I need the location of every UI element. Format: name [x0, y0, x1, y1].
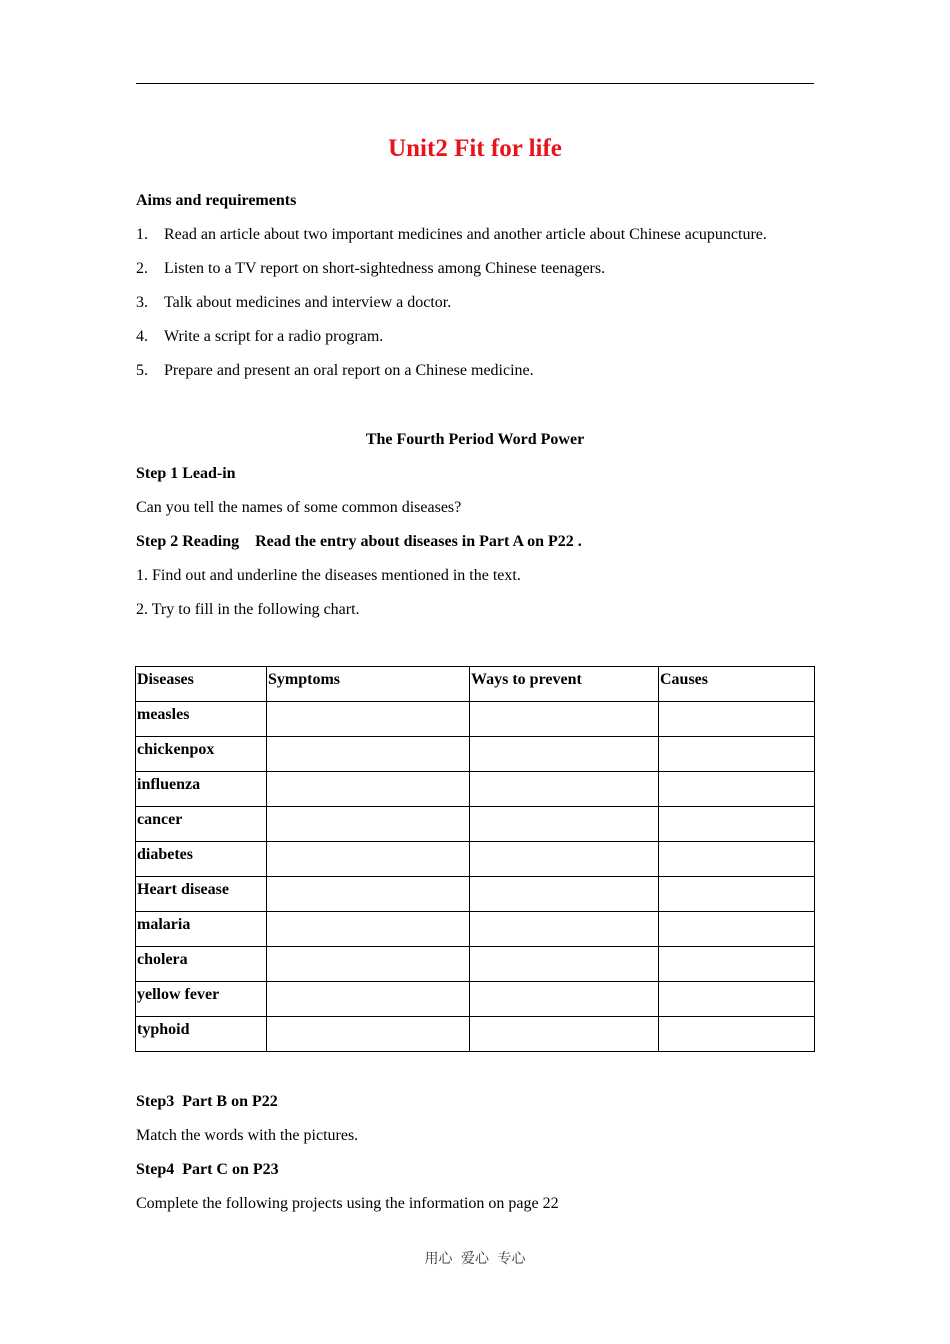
disease-cell: measles	[136, 702, 267, 737]
period-title: The Fourth Period Word Power	[365, 431, 585, 448]
step4-text: Complete the following projects using the information on page 22	[136, 1195, 559, 1212]
table-row	[136, 912, 815, 947]
aim-text: Talk about medicines and interview a doctor.	[164, 294, 452, 311]
prevention-cell	[470, 737, 659, 772]
step1-heading: Step 1 Lead-in	[136, 465, 236, 482]
disease-cell: typhoid	[136, 1017, 267, 1052]
causes-cell	[659, 947, 815, 982]
disease-cell: cholera	[136, 947, 267, 982]
table-header-row	[136, 667, 815, 702]
step3-text: Match the words with the pictures.	[136, 1127, 359, 1144]
symptoms-cell	[267, 807, 470, 842]
aim-item-3	[136, 293, 451, 313]
causes-cell	[659, 982, 815, 1017]
prevention-cell	[470, 842, 659, 877]
page-footer: 用心 爱心 专心	[424, 1251, 526, 1267]
prevention-cell	[470, 772, 659, 807]
prevention-cell	[470, 982, 659, 1017]
disease-cell: diabetes	[136, 842, 267, 877]
causes-cell	[659, 772, 815, 807]
prevention-cell	[470, 912, 659, 947]
aim-number: 2.	[136, 260, 148, 277]
aim-number: 3.	[136, 294, 148, 311]
document-title: Unit2 Fit for life	[388, 135, 562, 162]
causes-cell	[659, 702, 815, 737]
table-row	[136, 982, 815, 1017]
column-header: Causes	[659, 667, 815, 702]
symptoms-cell	[267, 772, 470, 807]
aim-text: Read an article about two important medicines and another article about Chinese acupuncture.	[164, 226, 767, 243]
symptoms-cell	[267, 842, 470, 877]
column-header: Symptoms	[267, 667, 470, 702]
symptoms-cell	[267, 877, 470, 912]
aim-item-1	[136, 225, 767, 245]
table-row	[136, 807, 815, 842]
causes-cell	[659, 912, 815, 947]
table-row	[136, 842, 815, 877]
aim-item-5	[136, 361, 534, 381]
disease-cell: cancer	[136, 807, 267, 842]
header-rule	[136, 83, 814, 84]
aim-number: 4.	[136, 328, 148, 345]
aims-heading: Aims and requirements	[136, 192, 297, 209]
aim-text: Prepare and present an oral report on a Chinese medicine.	[164, 362, 534, 379]
disease-cell: malaria	[136, 912, 267, 947]
symptoms-cell	[267, 737, 470, 772]
step3-heading: Step3 Part B on P22	[136, 1093, 278, 1110]
causes-cell	[659, 737, 815, 772]
table-row	[136, 737, 815, 772]
disease-cell: Heart disease	[136, 877, 267, 912]
symptoms-cell	[267, 947, 470, 982]
causes-cell	[659, 807, 815, 842]
prevention-cell	[470, 1017, 659, 1052]
symptoms-cell	[267, 1017, 470, 1052]
disease-cell: yellow fever	[136, 982, 267, 1017]
prevention-cell	[470, 702, 659, 737]
symptoms-cell	[267, 702, 470, 737]
aim-text: Listen to a TV report on short-sightedness among Chinese teenagers.	[164, 260, 606, 277]
prevention-cell	[470, 877, 659, 912]
aim-number: 1.	[136, 226, 148, 243]
table-row	[136, 702, 815, 737]
disease-cell: influenza	[136, 772, 267, 807]
step1-text: Can you tell the names of some common diseases?	[136, 499, 462, 516]
prevention-cell	[470, 947, 659, 982]
prevention-cell	[470, 807, 659, 842]
table-row	[136, 1017, 815, 1052]
symptoms-cell	[267, 912, 470, 947]
step2-task-1: 1. Find out and underline the diseases mentioned in the text.	[136, 567, 521, 584]
column-header: Diseases	[136, 667, 267, 702]
step2-task-2: 2. Try to fill in the following chart.	[136, 601, 360, 618]
aim-item-4	[136, 327, 383, 347]
table-row	[136, 877, 815, 912]
causes-cell	[659, 842, 815, 877]
causes-cell	[659, 877, 815, 912]
causes-cell	[659, 1017, 815, 1052]
disease-cell: chickenpox	[136, 737, 267, 772]
symptoms-cell	[267, 982, 470, 1017]
step2-heading: Step 2 Reading Read the entry about diseases in Part A on P22 .	[136, 533, 582, 550]
aim-text: Write a script for a radio program.	[164, 328, 384, 345]
aim-item-2	[136, 259, 605, 279]
disease-chart	[135, 666, 815, 1052]
table-row	[136, 947, 815, 982]
column-header: Ways to prevent	[470, 667, 659, 702]
step4-heading: Step4 Part C on P23	[136, 1161, 279, 1178]
table-row	[136, 772, 815, 807]
aim-number: 5.	[136, 362, 148, 379]
